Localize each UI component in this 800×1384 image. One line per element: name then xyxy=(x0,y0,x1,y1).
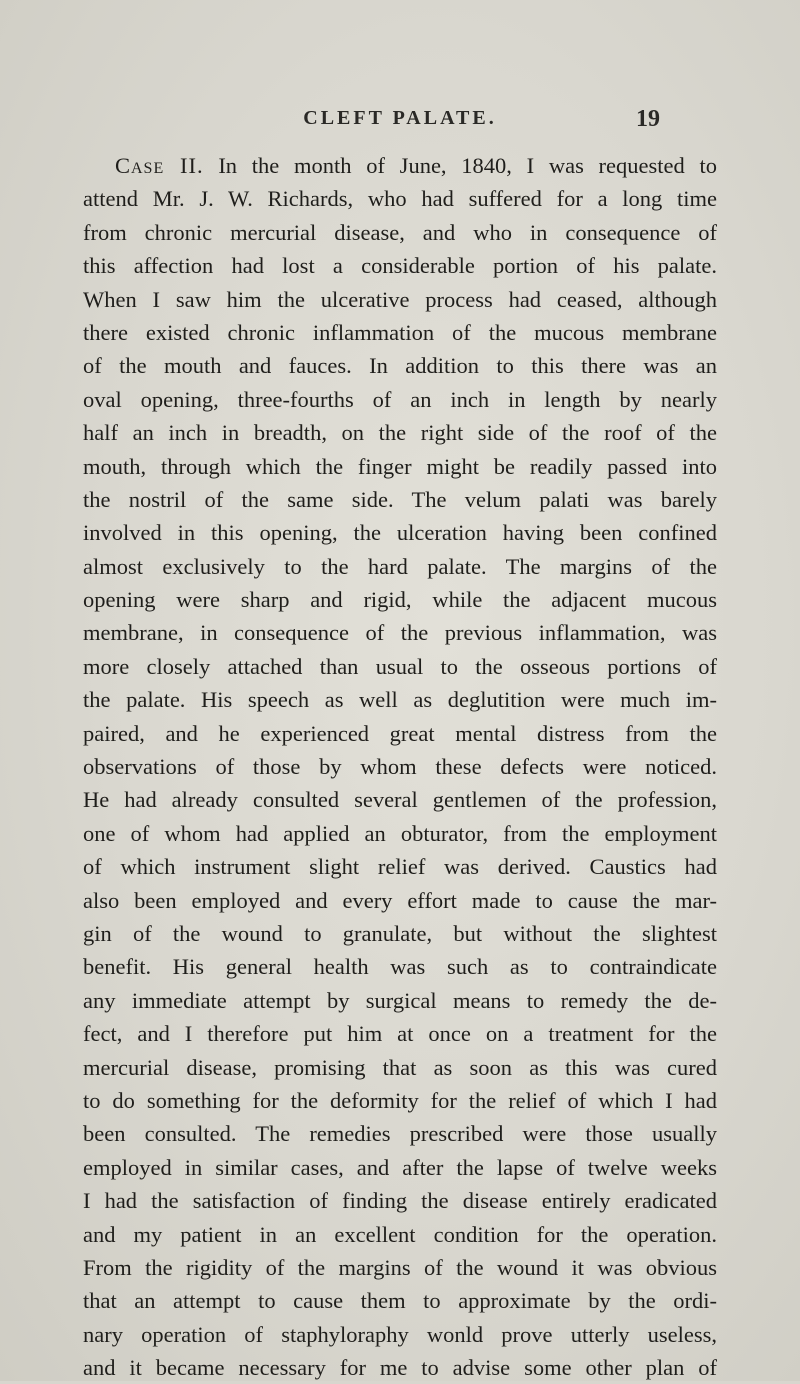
text-line: of the mouth and fauces. In addition to this there was an xyxy=(83,353,717,379)
text-line: any immediate attempt by surgical means to remedy the de- xyxy=(83,987,717,1013)
text-line: one of whom had applied an obturator, from the employment xyxy=(83,820,717,846)
text-line: the nostril of the same side. The velum palati was barely xyxy=(83,486,717,512)
text-line: observations of those by whom these defects were noticed. xyxy=(83,754,717,780)
text-line: and my patient in an excellent condition for the operation. xyxy=(83,1221,717,1247)
text-line: the palate. His speech as well as deglutition were much im- xyxy=(83,687,717,713)
text-line: also been employed and every effort made to cause the mar- xyxy=(83,887,717,913)
text-line: from chronic mercurial disease, and who in consequence of xyxy=(83,219,717,245)
text-line: half an inch in breadth, on the right side of the roof of the xyxy=(83,420,717,446)
text-line: involved in this opening, the ulceration having been confined xyxy=(83,520,717,546)
text-line: this affection had lost a considerable portion of his palate. xyxy=(83,253,717,279)
text-line: more closely attached than usual to the osseous portions of xyxy=(83,653,717,679)
text-line: of which instrument slight relief was derived. Caustics had xyxy=(83,854,717,880)
text-line: attend Mr. J. W. Richards, who had suffered for a long time xyxy=(83,186,717,212)
running-head xyxy=(0,107,800,137)
text-line: opening were sharp and rigid, while the adjacent mucous xyxy=(83,587,717,613)
case-label: Case II. xyxy=(115,153,204,178)
text-line: mouth, through which the finger might be readily passed into xyxy=(83,453,717,479)
text-line: almost exclusively to the hard palate. The margins of the xyxy=(83,553,717,579)
text-line: oval opening, three-fourths of an inch in length by nearly xyxy=(83,386,717,412)
text-line: employed in similar cases, and after the lapse of twelve weeks xyxy=(83,1154,717,1180)
text-line: and it became necessary for me to advise some other plan of xyxy=(83,1355,717,1381)
running-head-title: CLEFT PALATE. xyxy=(303,107,497,129)
text-line: been consulted. The remedies prescribed were those usually xyxy=(83,1121,717,1147)
text-line: membrane, in consequence of the previous inflammation, was xyxy=(83,620,717,646)
text-line: He had already consulted several gentlemen of the profession, xyxy=(83,787,717,813)
text-line: Case II. In the month of June, 1840, I was requested to xyxy=(115,153,717,178)
text-line: From the rigidity of the margins of the wound it was obvious xyxy=(83,1254,717,1280)
text-line: benefit. His general health was such as to contraindicate xyxy=(83,954,717,980)
text-line: I had the satisfaction of finding the disease entirely eradicated xyxy=(83,1188,717,1214)
body-text xyxy=(83,149,717,1384)
text-line: nary operation of staphyloraphy wonld prove utterly useless, xyxy=(83,1321,717,1347)
page-number: 19 xyxy=(636,106,660,132)
text-line: paired, and he experienced great mental distress from the xyxy=(83,720,717,746)
text-line: there existed chronic inflammation of the mucous membrane xyxy=(83,319,717,345)
text-line: that an attempt to cause them to approximate by the ordi- xyxy=(83,1288,717,1314)
text-line: gin of the wound to granulate, but without the slightest xyxy=(83,920,717,946)
text-line: to do something for the deformity for the relief of which I had xyxy=(83,1087,717,1113)
text-line: fect, and I therefore put him at once on a treatment for the xyxy=(83,1021,717,1047)
text-line: mercurial disease, promising that as soon as this was cured xyxy=(83,1054,717,1080)
text-line: When I saw him the ulcerative process had ceased, although xyxy=(83,286,717,312)
